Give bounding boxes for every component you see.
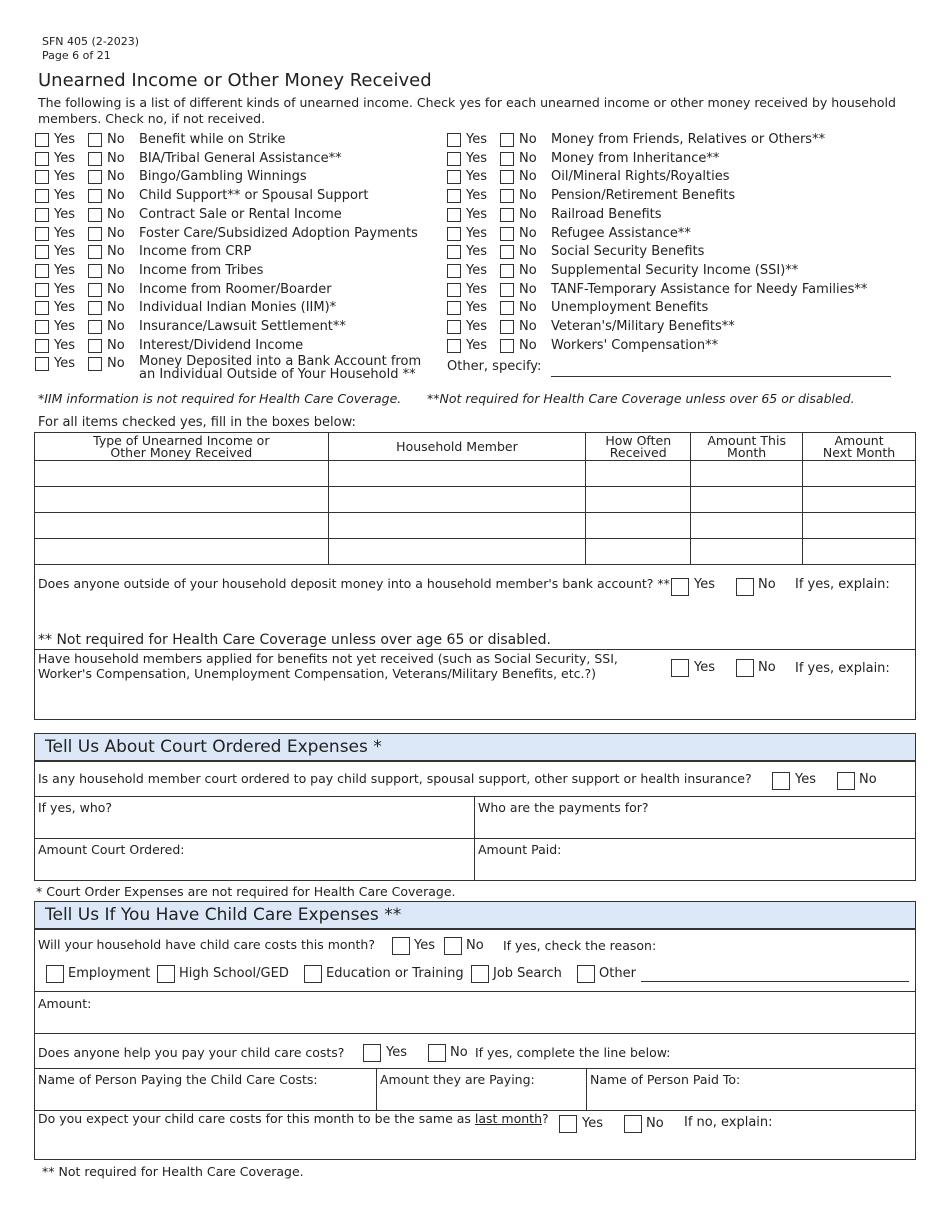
- court-question: Is any household member court ordered to pay child support, spousal support, other support or health insurance?: [38, 771, 752, 786]
- no-label: No: [107, 262, 125, 278]
- income-type-label: Supplemental Security Income (SSI)**: [551, 262, 799, 278]
- yes-checkbox[interactable]: [35, 264, 49, 278]
- help-pay-question: Does anyone help you pay your child care costs?: [38, 1045, 345, 1060]
- applied-no-label: No: [758, 660, 776, 675]
- col-amount-next-month: Amount Next Month: [803, 433, 916, 461]
- unearned-income-table: [34, 432, 916, 565]
- no-checkbox[interactable]: [88, 320, 102, 334]
- divider: [376, 1068, 377, 1110]
- childcare-amount-field[interactable]: Amount:: [38, 996, 92, 1011]
- no-label: No: [107, 337, 125, 353]
- no-checkbox[interactable]: [500, 152, 514, 166]
- income-type-label: Individual Indian Monies (IIM)*: [139, 300, 337, 316]
- yes-label: Yes: [54, 244, 75, 260]
- help-yes-checkbox[interactable]: [363, 1044, 381, 1062]
- applied-explain-label: If yes, explain:: [795, 661, 890, 676]
- yes-label: Yes: [466, 188, 487, 204]
- no-checkbox[interactable]: [88, 170, 102, 184]
- income-type-label: Refugee Assistance**: [551, 225, 691, 241]
- table-cell[interactable]: [328, 539, 586, 565]
- deposit-yes-checkbox[interactable]: [671, 578, 689, 596]
- deposit-note: ** Not required for Health Care Coverage unless over age 65 or disabled.: [38, 632, 551, 648]
- other-specify-label: Other, specify:: [447, 359, 542, 374]
- col-member: Household Member: [328, 433, 586, 461]
- yes-label: Yes: [54, 206, 75, 222]
- childcare-no-checkbox[interactable]: [444, 937, 462, 955]
- income-type-label: Veteran's/Military Benefits**: [551, 319, 735, 334]
- iim-note: *IIM information is not required for Health Care Coverage.: [38, 391, 402, 406]
- no-label: No: [107, 356, 125, 372]
- yes-checkbox[interactable]: [447, 152, 461, 166]
- income-type-label: Child Support** or Spousal Support: [139, 188, 369, 204]
- court-note: * Court Order Expenses are not required for Health Care Coverage.: [36, 884, 456, 899]
- yes-checkbox[interactable]: [35, 339, 49, 353]
- col-how-often: How Often Received: [586, 433, 691, 461]
- divider: [34, 649, 916, 650]
- no-label: No: [107, 169, 125, 185]
- no-label: No: [519, 337, 537, 353]
- complete-line-label: If yes, complete the line below:: [475, 1045, 671, 1060]
- yes-label: Yes: [466, 337, 487, 353]
- no-label: No: [519, 300, 537, 316]
- yes-label: Yes: [54, 150, 75, 166]
- court-who-field[interactable]: If yes, who?: [38, 800, 113, 815]
- yes-label: Yes: [54, 132, 75, 147]
- yes-checkbox[interactable]: [447, 339, 461, 353]
- page-number: Page 6 of 21: [42, 49, 111, 62]
- yes-checkbox[interactable]: [447, 283, 461, 297]
- table-cell[interactable]: [691, 487, 803, 513]
- no-checkbox[interactable]: [88, 264, 102, 278]
- col-type: Type of Unearned Income or Other Money Received: [35, 433, 329, 461]
- other-specify-field[interactable]: [551, 376, 891, 377]
- yes-checkbox[interactable]: [35, 245, 49, 259]
- reason-highschool-checkbox[interactable]: [157, 965, 175, 983]
- yes-label: Yes: [466, 132, 487, 147]
- applied-no-checkbox[interactable]: [736, 659, 754, 677]
- yes-label: Yes: [466, 225, 487, 241]
- reason-other-label: Other: [599, 966, 636, 981]
- same-yes-label: Yes: [582, 1116, 603, 1131]
- income-type-label: Income from Tribes: [139, 262, 264, 278]
- yes-checkbox[interactable]: [35, 301, 49, 315]
- table-cell[interactable]: [35, 539, 329, 565]
- yes-checkbox[interactable]: [447, 133, 461, 147]
- yes-label: Yes: [54, 188, 75, 204]
- no-checkbox[interactable]: [500, 301, 514, 315]
- yes-label: Yes: [54, 225, 75, 241]
- no-label: No: [107, 244, 125, 260]
- income-type-label: Social Security Benefits: [551, 244, 705, 260]
- reason-jobsearch-label: Job Search: [493, 966, 562, 981]
- same-no-checkbox[interactable]: [624, 1115, 642, 1133]
- no-label: No: [107, 281, 125, 297]
- reason-employment-checkbox[interactable]: [46, 965, 64, 983]
- no-checkbox[interactable]: [88, 133, 102, 147]
- no-checkbox[interactable]: [88, 227, 102, 241]
- income-type-label: Money from Inheritance**: [551, 150, 720, 166]
- no-label: No: [519, 244, 537, 260]
- same-yes-checkbox[interactable]: [559, 1115, 577, 1133]
- court-no-checkbox[interactable]: [837, 772, 855, 790]
- no-label: No: [519, 206, 537, 222]
- no-label: No: [107, 188, 125, 204]
- yes-checkbox[interactable]: [35, 152, 49, 166]
- section-title-unearned: Unearned Income or Other Money Received: [38, 70, 432, 91]
- yes-checkbox[interactable]: [35, 320, 49, 334]
- applied-yes-label: Yes: [694, 660, 715, 675]
- no-checkbox[interactable]: [500, 245, 514, 259]
- reason-highschool-label: High School/GED: [179, 966, 289, 981]
- income-type-label: Interest/Dividend Income: [139, 337, 304, 353]
- yes-checkbox[interactable]: [447, 245, 461, 259]
- income-type-label: Pension/Retirement Benefits: [551, 188, 736, 204]
- amount-paying-field[interactable]: Amount they are Paying:: [380, 1072, 535, 1087]
- no-label: No: [107, 225, 125, 241]
- yes-checkbox[interactable]: [35, 357, 49, 371]
- reason-education-checkbox[interactable]: [304, 965, 322, 983]
- table-cell[interactable]: [328, 461, 586, 487]
- table-cell[interactable]: [586, 513, 691, 539]
- yes-label: Yes: [466, 300, 487, 316]
- help-yes-label: Yes: [386, 1045, 407, 1060]
- table-cell[interactable]: [35, 461, 329, 487]
- table-row: [35, 513, 916, 539]
- same-no-label: No: [646, 1116, 664, 1131]
- court-amount-paid-field[interactable]: Amount Paid:: [478, 842, 562, 857]
- income-type-label: Foster Care/Subsidized Adoption Payments: [139, 225, 418, 241]
- applied-question: Have household members applied for benefits not yet received (such as Social Security, SSI, Worker's Compensation, Unemployment Compensation, Veterans/Military Benefits, etc.?): [38, 651, 618, 681]
- divider: [34, 991, 916, 992]
- income-type-label: Railroad Benefits: [551, 206, 662, 222]
- section-title-childcare: Tell Us If You Have Child Care Expenses **: [34, 901, 916, 929]
- no-checkbox[interactable]: [88, 357, 102, 371]
- court-yes-checkbox[interactable]: [772, 772, 790, 790]
- no-label: No: [519, 150, 537, 166]
- no-label: No: [519, 188, 537, 204]
- income-type-label: BIA/Tribal General Assistance**: [139, 150, 342, 166]
- table-cell[interactable]: [803, 487, 916, 513]
- no-checkbox[interactable]: [500, 320, 514, 334]
- col-amount-this-month: Amount This Month: [691, 433, 803, 461]
- deposit-no-label: No: [758, 577, 776, 592]
- childcare-note: ** Not required for Health Care Coverage.: [42, 1164, 304, 1179]
- yes-label: Yes: [54, 337, 75, 353]
- yes-label: Yes: [466, 206, 487, 222]
- no-label: No: [519, 225, 537, 241]
- income-type-label: Money Deposited into a Bank Account from an Individual Outside of Your Household **: [139, 354, 422, 383]
- intro-text: The following is a list of different kinds of unearned income. Check yes for each unearned income or other money received by household members. Check no, if not received.: [38, 95, 896, 126]
- income-type-label: Insurance/Lawsuit Settlement**: [139, 319, 346, 334]
- yes-checkbox[interactable]: [447, 320, 461, 334]
- table-cell[interactable]: [691, 461, 803, 487]
- income-type-label: Oil/Mineral Rights/Royalties: [551, 169, 730, 185]
- table-cell[interactable]: [586, 487, 691, 513]
- childcare-yes-label: Yes: [414, 938, 435, 953]
- no-label: No: [519, 132, 537, 147]
- divider: [474, 796, 475, 881]
- income-type-label: Workers' Compensation**: [551, 337, 719, 353]
- reason-jobsearch-checkbox[interactable]: [471, 965, 489, 983]
- section-title-court: Tell Us About Court Ordered Expenses *: [34, 733, 916, 761]
- no-checkbox[interactable]: [88, 283, 102, 297]
- no-checkbox[interactable]: [500, 208, 514, 222]
- income-type-label: Bingo/Gambling Winnings: [139, 169, 307, 185]
- yes-checkbox[interactable]: [447, 189, 461, 203]
- yes-checkbox[interactable]: [447, 264, 461, 278]
- deposit-question: Does anyone outside of your household deposit money into a household member's bank account? **: [38, 576, 670, 591]
- reason-education-label: Education or Training: [326, 966, 464, 981]
- childcare-yes-checkbox[interactable]: [392, 937, 410, 955]
- yes-checkbox[interactable]: [35, 189, 49, 203]
- no-label: No: [107, 319, 125, 334]
- no-checkbox[interactable]: [88, 208, 102, 222]
- reason-other-field[interactable]: [641, 981, 909, 982]
- yes-label: Yes: [466, 169, 487, 185]
- no-checkbox[interactable]: [88, 245, 102, 259]
- table-cell[interactable]: [803, 513, 916, 539]
- deposit-yes-label: Yes: [694, 577, 715, 592]
- yes-label: Yes: [54, 300, 75, 316]
- no-checkbox[interactable]: [500, 339, 514, 353]
- no-label: No: [107, 150, 125, 166]
- table-cell[interactable]: [803, 461, 916, 487]
- fill-instruction: For all items checked yes, fill in the boxes below:: [38, 415, 356, 430]
- court-no-label: No: [859, 772, 877, 787]
- no-label: No: [107, 300, 125, 316]
- court-amount-ordered-field[interactable]: Amount Court Ordered:: [38, 842, 185, 857]
- table-cell[interactable]: [328, 513, 586, 539]
- court-payments-for-field[interactable]: Who are the payments for?: [478, 800, 649, 815]
- reason-other-checkbox[interactable]: [577, 965, 595, 983]
- form-number: SFN 405 (2-2023): [42, 35, 140, 48]
- hcc-note: **Not required for Health Care Coverage unless over 65 or disabled.: [427, 391, 855, 406]
- deposit-explain-label: If yes, explain:: [795, 577, 890, 592]
- table-row: [35, 539, 916, 565]
- same-cost-question: Do you expect your child care costs for this month to be the same as last month?: [38, 1111, 549, 1126]
- yes-checkbox[interactable]: [35, 227, 49, 241]
- no-checkbox[interactable]: [500, 170, 514, 184]
- check-reason-label: If yes, check the reason:: [503, 938, 657, 953]
- table-cell[interactable]: [803, 539, 916, 565]
- table-cell[interactable]: [691, 539, 803, 565]
- childcare-costs-question: Will your household have child care costs this month?: [38, 937, 375, 952]
- income-type-label: Income from CRP: [139, 244, 252, 260]
- yes-checkbox[interactable]: [35, 133, 49, 147]
- childcare-no-label: No: [466, 938, 484, 953]
- table-row: [35, 461, 916, 487]
- table-cell[interactable]: [328, 487, 586, 513]
- yes-label: Yes: [466, 262, 487, 278]
- yes-checkbox[interactable]: [35, 208, 49, 222]
- yes-label: Yes: [466, 150, 487, 166]
- yes-label: Yes: [54, 281, 75, 297]
- no-checkbox[interactable]: [88, 339, 102, 353]
- name-paying-field[interactable]: Name of Person Paying the Child Care Costs:: [38, 1072, 318, 1087]
- no-label: No: [519, 262, 537, 278]
- no-label: No: [107, 206, 125, 222]
- table-cell[interactable]: [35, 487, 329, 513]
- no-checkbox[interactable]: [88, 189, 102, 203]
- no-label: No: [107, 132, 125, 147]
- table-row: [35, 487, 916, 513]
- no-checkbox[interactable]: [500, 189, 514, 203]
- yes-checkbox[interactable]: [447, 208, 461, 222]
- applied-yes-checkbox[interactable]: [671, 659, 689, 677]
- no-label: No: [519, 281, 537, 297]
- yes-label: Yes: [466, 244, 487, 260]
- table-cell[interactable]: [35, 513, 329, 539]
- court-yes-label: Yes: [795, 772, 816, 787]
- no-label: No: [519, 319, 537, 334]
- divider: [586, 1068, 587, 1110]
- no-checkbox[interactable]: [500, 283, 514, 297]
- table-header-row: [35, 433, 916, 461]
- yes-label: Yes: [466, 281, 487, 297]
- yes-checkbox[interactable]: [447, 227, 461, 241]
- no-checkbox[interactable]: [500, 264, 514, 278]
- no-checkbox[interactable]: [88, 301, 102, 315]
- no-label: No: [519, 169, 537, 185]
- help-no-label: No: [450, 1045, 468, 1060]
- income-type-label: Income from Roomer/Boarder: [139, 281, 332, 297]
- yes-checkbox[interactable]: [35, 170, 49, 184]
- yes-label: Yes: [54, 356, 75, 372]
- yes-label: Yes: [54, 319, 75, 334]
- divider: [34, 1033, 916, 1034]
- name-paid-to-field[interactable]: Name of Person Paid To:: [590, 1072, 741, 1087]
- yes-label: Yes: [466, 319, 487, 334]
- divider: [34, 1068, 916, 1069]
- income-type-label: Money from Friends, Relatives or Others**: [551, 132, 826, 147]
- table-cell[interactable]: [586, 461, 691, 487]
- divider: [34, 796, 916, 797]
- divider: [34, 838, 916, 839]
- yes-checkbox[interactable]: [35, 283, 49, 297]
- yes-checkbox[interactable]: [447, 301, 461, 315]
- yes-checkbox[interactable]: [447, 170, 461, 184]
- table-cell[interactable]: [586, 539, 691, 565]
- no-checkbox[interactable]: [500, 227, 514, 241]
- table-cell[interactable]: [691, 513, 803, 539]
- income-type-label: Unemployment Benefits: [551, 300, 709, 316]
- no-checkbox[interactable]: [500, 133, 514, 147]
- yes-label: Yes: [54, 262, 75, 278]
- help-no-checkbox[interactable]: [428, 1044, 446, 1062]
- income-type-label: Benefit while on Strike: [139, 132, 286, 147]
- reason-employment-label: Employment: [68, 966, 151, 981]
- income-type-label: TANF-Temporary Assistance for Needy Families**: [551, 281, 868, 297]
- deposit-no-checkbox[interactable]: [736, 578, 754, 596]
- same-explain-label: If no, explain:: [684, 1115, 773, 1130]
- no-checkbox[interactable]: [88, 152, 102, 166]
- yes-label: Yes: [54, 169, 75, 185]
- income-type-label: Contract Sale or Rental Income: [139, 206, 342, 222]
